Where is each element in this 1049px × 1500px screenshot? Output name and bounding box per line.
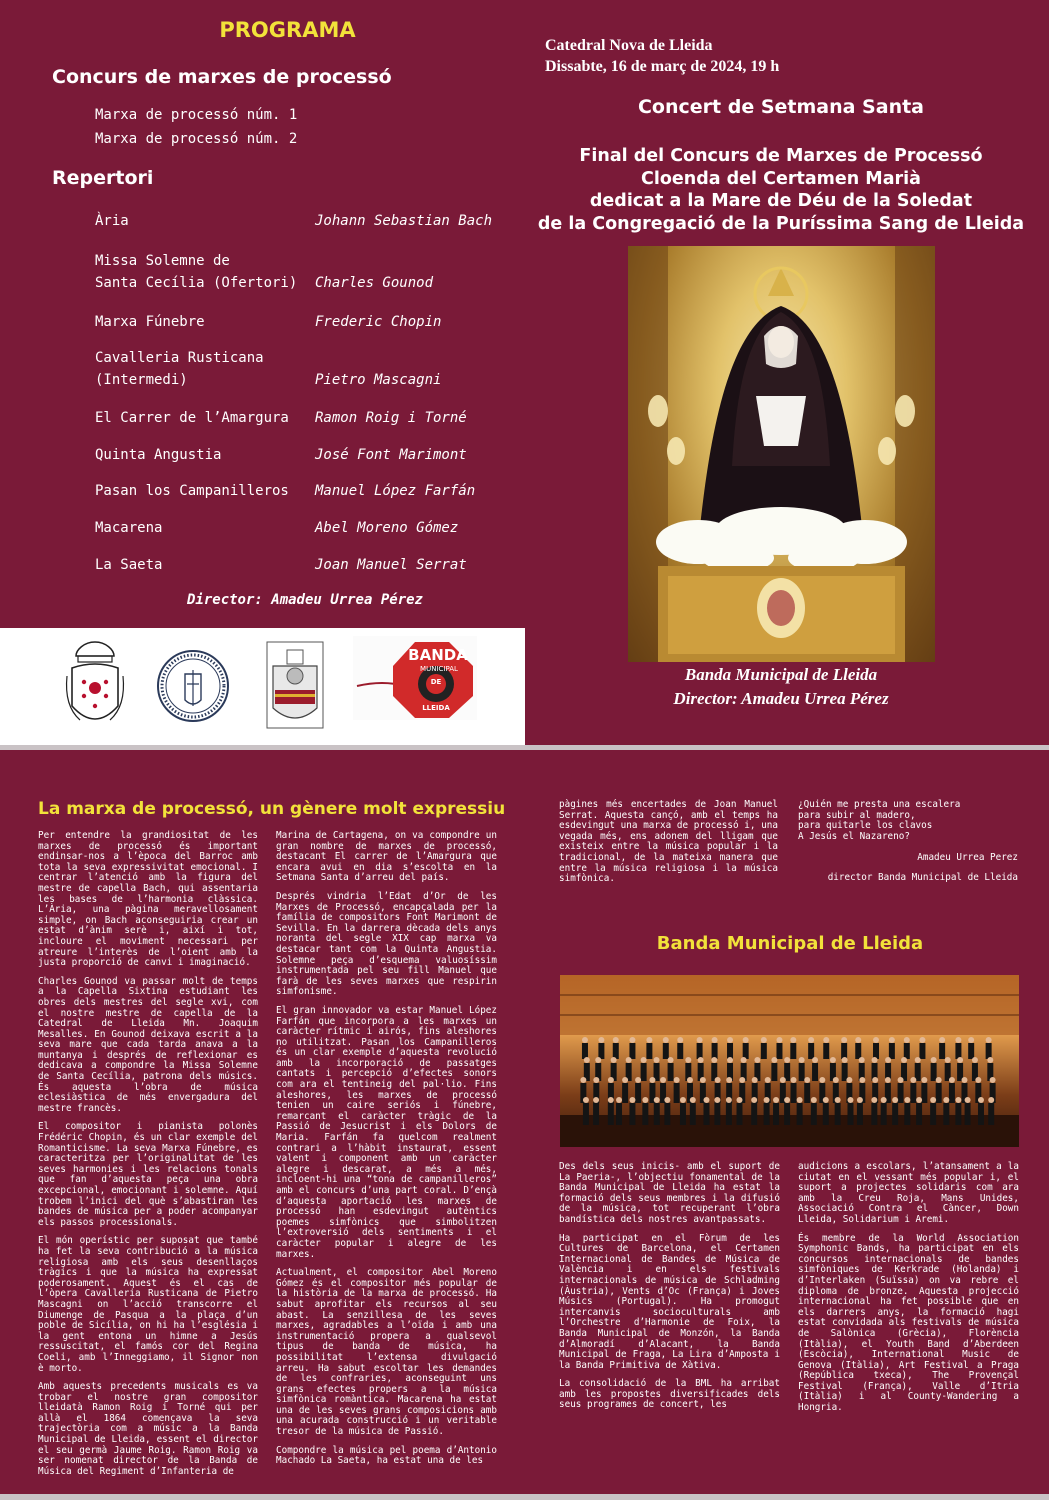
concert-date: Dissabte, 16 de març de 2024, 19 h bbox=[545, 58, 780, 75]
repertori-composer: Joan Manuel Serrat bbox=[315, 557, 467, 573]
banda-logo bbox=[353, 636, 477, 720]
banda-logo-sub: MUNICIPAL bbox=[420, 665, 458, 673]
article-title: La marxa de processó, un gènere molt expressiu bbox=[38, 799, 506, 819]
banda-logo-de: DE bbox=[430, 678, 442, 686]
repertori-title: Quinta Angustia bbox=[95, 447, 222, 463]
repertori-title: Marxa Fúnebre bbox=[95, 314, 205, 330]
venue: Catedral Nova de Lleida bbox=[545, 37, 713, 54]
article-paragraph: Compondre la música pel poema d’Antonio Machado La Saeta, ha estat una de les bbox=[276, 1444, 497, 1467]
repertori-title: Missa Solemne de Santa Cecília (Ofertori) bbox=[95, 253, 298, 291]
marxa-item-2: Marxa de processó núm. 2 bbox=[95, 131, 298, 147]
repertori-composer: Johann Sebastian Bach bbox=[315, 213, 493, 229]
repertori-title: Cavalleria Rusticana (Intermedi) bbox=[95, 350, 264, 388]
article-paragraph: Actualment, el compositor Abel Moreno Gómez és el compositor més popular de la història de la marxa de processó. Ha sabut aprofitar els recursos al seu abast. La senzillesa de les seves marxes, agradables a l’oïda i amb una instrumentació propera a qualsevol tipus de banda de música, ha possibilitat l’extensa divulgació arreu. Ha sabut escoltar les demandes de les confraries, aconseguint uns grans efectes propers a la música simfònica romàntica. Macarena ha estat una de les seves grans composicions amb una acurada construcció i un veritable tresor de la música de Passió. bbox=[276, 1267, 497, 1438]
article-paragraph: Després vindria l’Edat d’Or de les Marxes de Processó, encapçalada per la família de compositors Font Marimont de Sevilla. En la darrera dècada dels anys noranta del segle XIX cap marxa va destacar tant com la Quinta Angustia. Solemne peça d’esquema valuosíssim instrumentada pel seu fill Manuel que farà de les seves marxes que respirin simfonisme. bbox=[276, 890, 497, 998]
band-section-title: Banda Municipal de Lleida bbox=[656, 933, 924, 954]
repertori-composer: José Font Marimont bbox=[315, 447, 467, 463]
article-column-2 bbox=[276, 831, 497, 1475]
band-paragraph: La consolidació de la BML ha arribat amb les propostes diversificades dels seus programes de concert, les bbox=[559, 1378, 780, 1411]
virgin-photo-illustration bbox=[628, 246, 935, 662]
article-paragraph: Charles Gounod va passar molt de temps a la Capella Sixtina estudiant les obres dels mestres del segle xvi, com el nostre mestre de capella de la Catedral de Lleida Mn. Joaquim Mesalles. En Gounod deixava escrit a la seva mare que cada tarda anava a la muntanya i després de reflexionar es dedicava a compondre la Missa Solemne de Santa Cecília, patrona dels músics. És aquesta l’obra de música eclesiàstica de més envergadura del mestre francès. bbox=[38, 975, 258, 1114]
concert-subtitle bbox=[525, 145, 1037, 235]
cover-director: Director: Amadeu Urrea Pérez bbox=[673, 689, 889, 708]
repertori-composer: Charles Gounod bbox=[315, 275, 434, 291]
signature-role: director Banda Municipal de Lleida bbox=[827, 872, 1018, 883]
program-director: Director: Amadeu Urrea Pérez bbox=[186, 592, 423, 608]
band-photo bbox=[560, 975, 1019, 1147]
marxa-item-1: Marxa de processó núm. 1 bbox=[95, 107, 298, 123]
saeta-quote bbox=[798, 800, 1018, 842]
article-paragraph: Amb aquests precedents musicals es va trobar el nostre gran compositor lleidatà Ramon Roig i Torné qui per allà el 1864 començava la seva trajectòria com a músic a la Banda Municipal de Lleida, essent el director el seu germà Jaume Roig. Ramon Roig va ser nomenat director de la Banda de Música del Regiment d’Infanteria de bbox=[38, 1381, 258, 1477]
cover-band-name: Banda Municipal de Lleida bbox=[684, 665, 878, 684]
band-column-b bbox=[798, 1162, 1019, 1422]
page-bottom-edge bbox=[0, 1494, 1049, 1500]
band-paragraph: Ha participat en el Fòrum de les Cultures de Barcelona, el Certamen Internacional de Bandes de Música de València i en els festivals internacionals de música de Schladming (Àustria), Vents d’Oc (França) i Joves Músics (Portugal). Ha promogut intercanvis socioculturals amb l’Orchestre d’Harmonie de Foix, la Banda Municipal de Monzón, la Banda d’Almoradí d’Alacant, la Banda Municipal de Fraga, La Lira d’Amposta i la Banda Primitiva de Xàtiva. bbox=[559, 1232, 780, 1371]
banda-logo-text: BANDA bbox=[408, 646, 468, 664]
repertori-title: Macarena bbox=[95, 520, 163, 536]
repertori-composer: Abel Moreno Gómez bbox=[315, 520, 459, 536]
repertori-title: Ària bbox=[95, 213, 129, 229]
band-paragraph: És membre de la World Association Symphonic Bands, ha participat en els concursos internacionals de bandes simfòniques de Kerkrade (Holanda) i d’Interlaken (Suïssa) on va rebre el diploma de bronze. Aquesta projecció internacional ha fet possible que en els darrers anys, la formació hagi estat convidada als festivals de música de Salònica (Grècia), Florència (Itàlia), el Youth Band d’Aberdeen (Escòcia), International Music de Genova (Itàlia), Art Festival a Praga (República txeca), The Provençal Festival (França), Valle d’Itria (Itàlia) i al County-Wandering a Hongria. bbox=[798, 1232, 1019, 1414]
subtitle-line: de la Congregació de la Puríssima Sang de Lleida bbox=[537, 213, 1025, 234]
band-paragraph: Des dels seus inicis- amb el suport de La Paeria-, l’objectiu fonamental de la Banda Municipal de Lleida ha estat la formació dels seus membres i la difusió de la música, tot recuperant l’obra bandística dels nostres avantpassats. bbox=[559, 1161, 780, 1225]
band-paragraph: audicions a escolars, l’atansament a la ciutat en el vessant més popular i, el suport a projectes solidaris com ara amb la Creu Roja, Mans Unides, Associació Contra el Càncer, Down Lleida, Solidarium i Aremi. bbox=[798, 1161, 1019, 1225]
article-paragraph: El món operístic per suposat que també ha fet la seva contribució a la música religiosa amb els seus desenllaços tràgics i que la música ha expressat poderosament. Aquest és el cas de l’òpera Cavalleria Rusticana de Pietro Mascagni on l’acció transcorre el Diumenge de Pasqua a la plaça d’un poble de Sicília, on hi ha l’església i la gent entona un himne a Jesús ressuscitat, el famós cor del Regina Coeli, amb l’Inneggiamo, il Signor non è morto. bbox=[38, 1235, 258, 1374]
article-paragraph: El gran innovador va estar Manuel López Farfán que incorpora a les marxes un caràcter rítmic i airós, fins aleshores no utilitzat. Pasan los Campanilleros és un clar exemple d’aquesta revolució amb la incorporació de passatges cantats i percepció d’efectes sonors com ara el tentineig del pal·lio. Fins aleshores, les marxes de processó tenien un caire seriós i fúnebre, remarcant el caràcter tràgic de la Passió de Jesucrist i els Dolors de Maria. Farfán fa quelcom realment contrari a l’hàbit instaurat, essent valent i component amb un caràcter alegre i descarat, a més a més, incloent-hi una “tona de campanilleros” amb el concurs d’una part coral. D’ençà d’aquesta aportació les marxes de processó han esdevingut autèntics poemes simfònics que simbolitzen l’extroversió dels sentiments i el caràcter popular i alegre de les marxes. bbox=[276, 1004, 497, 1260]
concurs-heading: Concurs de marxes de processó bbox=[52, 66, 392, 88]
repertori-title: Pasan los Campanilleros bbox=[95, 483, 289, 499]
subtitle-line: dedicat a la Mare de Déu de la Soledat bbox=[589, 191, 973, 211]
repertori-composer: Pietro Mascagni bbox=[315, 372, 442, 388]
article-paragraph: El compositor i pianista polonès Frédéric Chopin, és un clar exemple del Romanticisme. La seva Marxa Fúnebre, es caracteritza per l’originalitat de les seves harmonies i les relacions tonals que fan d’aquesta peça una obra excepcional, emocionant i solemne. Aquí trobem l’inici del què s’abastiran les bandes de música per a poder acompanyar els passos processionals. bbox=[38, 1121, 258, 1228]
repertori-title: La Saeta bbox=[95, 557, 163, 573]
band-column-a bbox=[559, 1162, 780, 1419]
subtitle-line: Final del Concurs de Marxes de Processó bbox=[579, 146, 983, 166]
shield-logo bbox=[263, 636, 327, 736]
article-paragraph: Marina de Cartagena, on va compondre un gran nombre de marxes de processó, destacant El carrer de l’Amargura que encara avui en dia s’escolta en la Setmana Santa d’arreu del país. bbox=[276, 830, 497, 884]
program-heading: PROGRAMA bbox=[219, 18, 356, 42]
repertori-heading: Repertori bbox=[52, 167, 154, 189]
article-paragraph: pàgines més encertades de Joan Manuel Serrat. Aquesta cançó, amb el temps ha esdevingut una marxa de processó i, una vegada més, ens adonem del lligam que existeix entre la música popular i la tradicional, de la mateixa manera que entre la música religiosa i la música simfònica. bbox=[559, 799, 778, 885]
quote-line: para subir al madero, bbox=[798, 809, 916, 821]
subtitle-line: Cloenda del Certamen Marià bbox=[641, 168, 921, 189]
repertori-composer: Ramon Roig i Torné bbox=[315, 410, 467, 426]
article-column-1 bbox=[38, 831, 258, 1485]
signature-name: Amadeu Urrea Perez bbox=[917, 852, 1018, 863]
repertori-title: El Carrer de l’Amargura bbox=[95, 410, 289, 426]
article-column-3 bbox=[559, 800, 778, 893]
repertori-composer: Frederic Chopin bbox=[315, 314, 442, 330]
congregation-crest-logo bbox=[62, 636, 128, 736]
banda-logo-city: LLEIDA bbox=[422, 704, 450, 712]
repertori-composer: Manuel López Farfán bbox=[315, 483, 476, 499]
quote-line: para quitarle los clavos bbox=[798, 820, 933, 832]
article-paragraph: Per entendre la grandiositat de les marxes de processó és important endinsar-nos a l’època del Barroc amb tota la seva expressivitat emocional. I centrar l’atenció amb la figura del mestre de capella Bach, qui assentaria les bases de l’harmonia clàssica. L’Ària, una pàgina meravellosament simple, on Bach aconseguiria crear un estat d’ànim serè i, així i tot, incloure el moviment necessari per atreure l’interès de l’oient amb la justa proporció de canvi i imaginació. bbox=[38, 830, 258, 969]
seal-logo bbox=[155, 636, 231, 736]
concert-title: Concert de Setmana Santa bbox=[637, 96, 924, 118]
virgin-soledat-photo bbox=[628, 246, 935, 662]
quote-line: ¿Quién me presta una escalera bbox=[798, 799, 961, 810]
band-photo-illustration bbox=[560, 975, 1019, 1147]
quote-line: A Jesús el Nazareno? bbox=[798, 830, 910, 842]
